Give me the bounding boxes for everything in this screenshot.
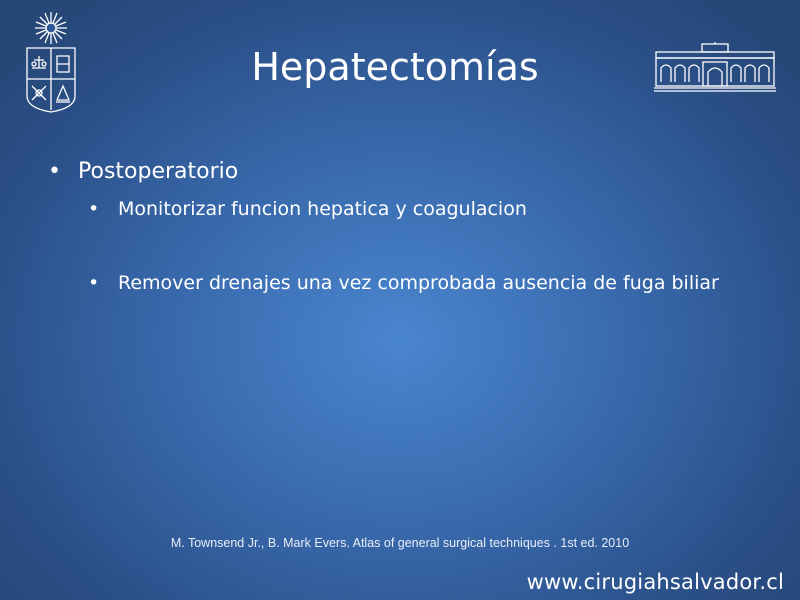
bullet-dot: • [48,159,61,184]
citation: M. Townsend Jr., B. Mark Evers. Atlas of general surgical techniques . 1st ed. 2010 [170,536,630,550]
website-url: www.cirugiahsalvador.cl [526,570,784,594]
slide-title: Hepatectomías [251,45,539,89]
list-item [88,268,758,298]
sub-bullet-text: Monitorizar funcion hepatica y coagulacion [118,198,527,220]
bullet-dot: • [88,198,100,220]
bullet-text: Postoperatorio [78,159,239,184]
sub-bullet-text: Remover drenajes una vez comprobada ausencia de fuga biliar [118,272,719,294]
list-item [88,194,758,224]
list-item [48,156,758,188]
bullet-list [48,156,758,298]
university-coat-of-arms-icon [22,8,80,114]
bullet-dot: • [88,272,100,294]
university-building-icon [654,42,776,92]
